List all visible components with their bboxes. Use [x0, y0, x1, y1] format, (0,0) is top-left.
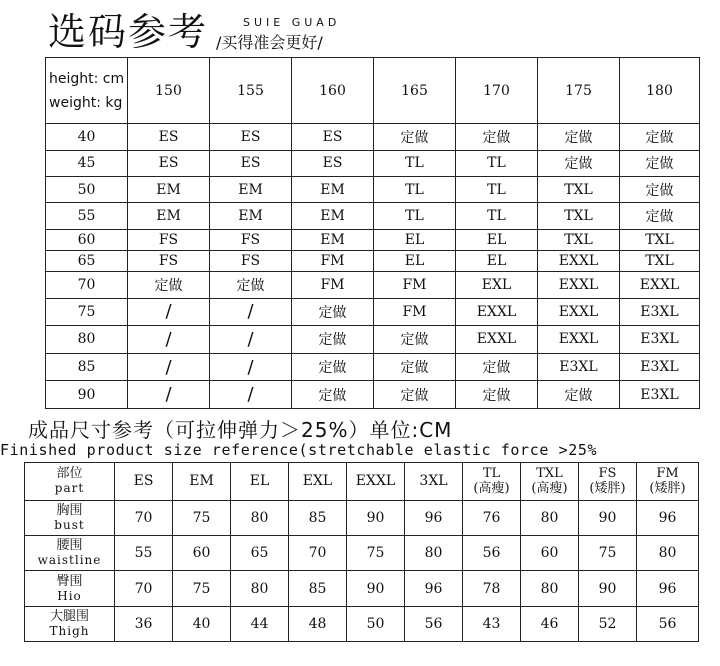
- size-cell: ES: [128, 150, 210, 176]
- size-cell: ES: [210, 124, 292, 150]
- size-cell: 定做: [374, 326, 456, 354]
- size-row: [46, 124, 700, 150]
- size-cell: EL: [374, 250, 456, 271]
- size-cell: ES: [128, 124, 210, 150]
- size-cell: EXXL: [538, 250, 620, 271]
- size-cell: 定做: [620, 203, 700, 229]
- size-code: FM: [656, 466, 679, 482]
- height-header: 175: [538, 58, 620, 124]
- size-row: [46, 381, 700, 409]
- size-column-header: [579, 463, 637, 501]
- measurement-label-en: bust: [54, 517, 85, 532]
- body-type-label: (矮胖): [589, 481, 626, 497]
- size-cell: 定做: [292, 326, 374, 354]
- size-cell: TXL: [538, 203, 620, 229]
- brand-text: SUIE GUAD: [243, 16, 341, 29]
- product-size-table: [24, 462, 699, 642]
- height-header: 180: [620, 58, 700, 124]
- weight-cell: 85: [46, 353, 128, 381]
- corner-cell: [46, 58, 128, 124]
- size-cell: TXL: [538, 229, 620, 250]
- measurement-value: 90: [347, 500, 405, 535]
- weight-cell: 40: [46, 124, 128, 150]
- size-cell: FS: [128, 229, 210, 250]
- size-cell: TL: [374, 150, 456, 176]
- weight-cell: 75: [46, 298, 128, 326]
- size-cell: EXL: [456, 272, 538, 298]
- size-cell: FM: [374, 298, 456, 326]
- measurement-value: 60: [173, 536, 231, 571]
- measurement-value: 56: [637, 606, 699, 641]
- size-row: [46, 203, 700, 229]
- size-cell: FS: [210, 250, 292, 271]
- measurement-value: 90: [579, 571, 637, 606]
- size-cell: /: [210, 298, 292, 326]
- size-cell: FM: [292, 272, 374, 298]
- size-cell: 定做: [292, 353, 374, 381]
- size-cell: EM: [292, 203, 374, 229]
- measurement-label-en: Thigh: [49, 623, 90, 638]
- measurement-value: 56: [405, 606, 463, 641]
- measurement-value: 80: [405, 536, 463, 571]
- size-column-header: 3XL: [405, 463, 463, 501]
- size-column-header: ES: [115, 463, 173, 501]
- weight-cell: 65: [46, 250, 128, 271]
- measurement-value: 96: [405, 571, 463, 606]
- part-corner-cell: [25, 463, 115, 501]
- size-cell: EM: [292, 229, 374, 250]
- size-code: FS: [598, 466, 617, 482]
- body-type-label: (高瘦): [531, 481, 568, 497]
- measurement-value: 60: [521, 536, 579, 571]
- size-cell: 定做: [538, 124, 620, 150]
- size-code: TL: [482, 466, 501, 482]
- size-cell: EXXL: [456, 326, 538, 354]
- measurement-value: 80: [521, 571, 579, 606]
- size-cell: FS: [128, 250, 210, 271]
- size-cell: E3XL: [620, 326, 700, 354]
- size-column-header: [463, 463, 521, 501]
- measurement-value: 80: [231, 571, 289, 606]
- measurement-value: 80: [231, 500, 289, 535]
- weight-cell: 55: [46, 203, 128, 229]
- size-cell: 定做: [620, 177, 700, 203]
- size-cell: E3XL: [620, 381, 700, 409]
- part-label-en: part: [54, 481, 85, 496]
- measurement-row: [25, 606, 699, 641]
- size-row: [46, 353, 700, 381]
- size-row: [46, 229, 700, 250]
- measurement-value: 46: [521, 606, 579, 641]
- size-column-header: [521, 463, 579, 501]
- size-code: TXL: [536, 466, 563, 482]
- measurement-value: 50: [347, 606, 405, 641]
- size-cell: EXXL: [620, 272, 700, 298]
- body-type-label: (高瘦): [473, 481, 510, 497]
- size-cell: FM: [374, 272, 456, 298]
- measurement-value: 90: [579, 500, 637, 535]
- page-subtitle: /买得准会更好/: [216, 33, 323, 52]
- measurement-value: 70: [115, 571, 173, 606]
- measurement-value: 80: [637, 536, 699, 571]
- size-cell: EM: [128, 203, 210, 229]
- measurement-label-zh: 臀围: [56, 573, 83, 589]
- page-title: 选码参考: [48, 10, 209, 54]
- size-column-header: EXXL: [347, 463, 405, 501]
- size-cell: EM: [210, 203, 292, 229]
- size-cell: 定做: [456, 353, 538, 381]
- size-cell: E3XL: [620, 298, 700, 326]
- size-cell: /: [128, 326, 210, 354]
- size-cell: /: [128, 353, 210, 381]
- size-cell: EXXL: [456, 298, 538, 326]
- size-row: [46, 150, 700, 176]
- size-row: [46, 298, 700, 326]
- measurement-value: 75: [347, 536, 405, 571]
- measurement-value: 40: [173, 606, 231, 641]
- measurement-value: 96: [637, 571, 699, 606]
- size-recommendation-table: [45, 57, 700, 409]
- size-row: [46, 177, 700, 203]
- measurement-label-cell: [25, 500, 115, 535]
- size-column-header: [637, 463, 699, 501]
- measurement-label-en: Hio: [57, 588, 82, 603]
- size-cell: 定做: [374, 353, 456, 381]
- height-header: 160: [292, 58, 374, 124]
- measurement-label-cell: [25, 571, 115, 606]
- measurement-value: 85: [289, 500, 347, 535]
- weight-cell: 80: [46, 326, 128, 354]
- size-column-header: EM: [173, 463, 231, 501]
- measurement-value: 90: [347, 571, 405, 606]
- size-cell: TL: [374, 203, 456, 229]
- weight-unit-label: weight: kg: [49, 94, 123, 111]
- size-row: [46, 326, 700, 354]
- measurement-value: 65: [231, 536, 289, 571]
- measurement-value: 55: [115, 536, 173, 571]
- size-row: [46, 272, 700, 298]
- measurement-value: 70: [289, 536, 347, 571]
- size-column-header: EL: [231, 463, 289, 501]
- size-cell: 定做: [538, 150, 620, 176]
- measurement-value: 78: [463, 571, 521, 606]
- size-table-body: [46, 124, 700, 409]
- measurement-label-en: waistline: [37, 553, 102, 568]
- product-header-row: [25, 463, 699, 501]
- size-cell: EXXL: [538, 298, 620, 326]
- size-cell: E3XL: [620, 353, 700, 381]
- product-size-title: 成品尺寸参考（可拉伸弹力＞25%）单位:CM: [28, 418, 453, 442]
- height-header: 170: [456, 58, 538, 124]
- size-cell: 定做: [374, 124, 456, 150]
- weight-cell: 50: [46, 177, 128, 203]
- size-cell: TL: [456, 177, 538, 203]
- size-cell: ES: [292, 150, 374, 176]
- size-cell: 定做: [456, 381, 538, 409]
- size-cell: 定做: [374, 381, 456, 409]
- size-cell: 定做: [292, 298, 374, 326]
- size-cell: 定做: [456, 124, 538, 150]
- size-cell: 定做: [538, 381, 620, 409]
- size-cell: /: [128, 381, 210, 409]
- size-cell: ES: [210, 150, 292, 176]
- height-header: 150: [128, 58, 210, 124]
- size-column-header: EXL: [289, 463, 347, 501]
- size-cell: EM: [210, 177, 292, 203]
- measurement-label-zh: 大腿围: [49, 608, 89, 624]
- size-cell: FS: [210, 229, 292, 250]
- measurement-row: [25, 500, 699, 535]
- product-table-body: [25, 500, 699, 641]
- measurement-value: 52: [579, 606, 637, 641]
- size-cell: TXL: [538, 177, 620, 203]
- product-size-title-en: Finished product size reference(stretchable elastic force >25%: [0, 441, 598, 459]
- measurement-value: 96: [637, 500, 699, 535]
- size-cell: EM: [292, 177, 374, 203]
- measurement-value: 75: [173, 571, 231, 606]
- weight-cell: 90: [46, 381, 128, 409]
- size-cell: TXL: [620, 250, 700, 271]
- size-cell: FM: [292, 250, 374, 271]
- weight-cell: 60: [46, 229, 128, 250]
- measurement-row: [25, 536, 699, 571]
- size-cell: 定做: [620, 124, 700, 150]
- size-cell: EL: [456, 229, 538, 250]
- size-cell: EL: [374, 229, 456, 250]
- measurement-value: 75: [173, 500, 231, 535]
- measurement-value: 70: [115, 500, 173, 535]
- measurement-value: 43: [463, 606, 521, 641]
- measurement-value: 85: [289, 571, 347, 606]
- measurement-label-cell: [25, 536, 115, 571]
- weight-cell: 70: [46, 272, 128, 298]
- height-unit-label: height: cm: [49, 70, 125, 87]
- size-cell: TXL: [620, 229, 700, 250]
- measurement-value: 36: [115, 606, 173, 641]
- size-cell: /: [210, 381, 292, 409]
- size-cell: 定做: [620, 150, 700, 176]
- size-row: [46, 250, 700, 271]
- measurement-value: 44: [231, 606, 289, 641]
- measurement-value: 56: [463, 536, 521, 571]
- header-row: [46, 58, 700, 124]
- body-type-label: (矮胖): [649, 481, 686, 497]
- size-cell: /: [128, 298, 210, 326]
- height-header: 155: [210, 58, 292, 124]
- measurement-row: [25, 571, 699, 606]
- height-header: 165: [374, 58, 456, 124]
- size-cell: 定做: [292, 381, 374, 409]
- size-cell: TL: [374, 177, 456, 203]
- measurement-value: 75: [579, 536, 637, 571]
- size-cell: /: [210, 353, 292, 381]
- measurement-label-zh: 腰围: [56, 538, 83, 554]
- measurement-label-cell: [25, 606, 115, 641]
- measurement-value: 76: [463, 500, 521, 535]
- size-cell: 定做: [210, 272, 292, 298]
- size-cell: EM: [128, 177, 210, 203]
- measurement-value: 96: [405, 500, 463, 535]
- weight-cell: 45: [46, 150, 128, 176]
- size-cell: /: [210, 326, 292, 354]
- measurement-value: 48: [289, 606, 347, 641]
- size-cell: ES: [292, 124, 374, 150]
- size-cell: TL: [456, 150, 538, 176]
- size-cell: 定做: [128, 272, 210, 298]
- part-label-zh: 部位: [56, 466, 83, 482]
- size-cell: EXXL: [538, 272, 620, 298]
- size-cell: EL: [456, 250, 538, 271]
- size-cell: E3XL: [538, 353, 620, 381]
- size-cell: TL: [456, 203, 538, 229]
- measurement-value: 80: [521, 500, 579, 535]
- measurement-label-zh: 胸围: [56, 502, 83, 518]
- size-cell: EXXL: [538, 326, 620, 354]
